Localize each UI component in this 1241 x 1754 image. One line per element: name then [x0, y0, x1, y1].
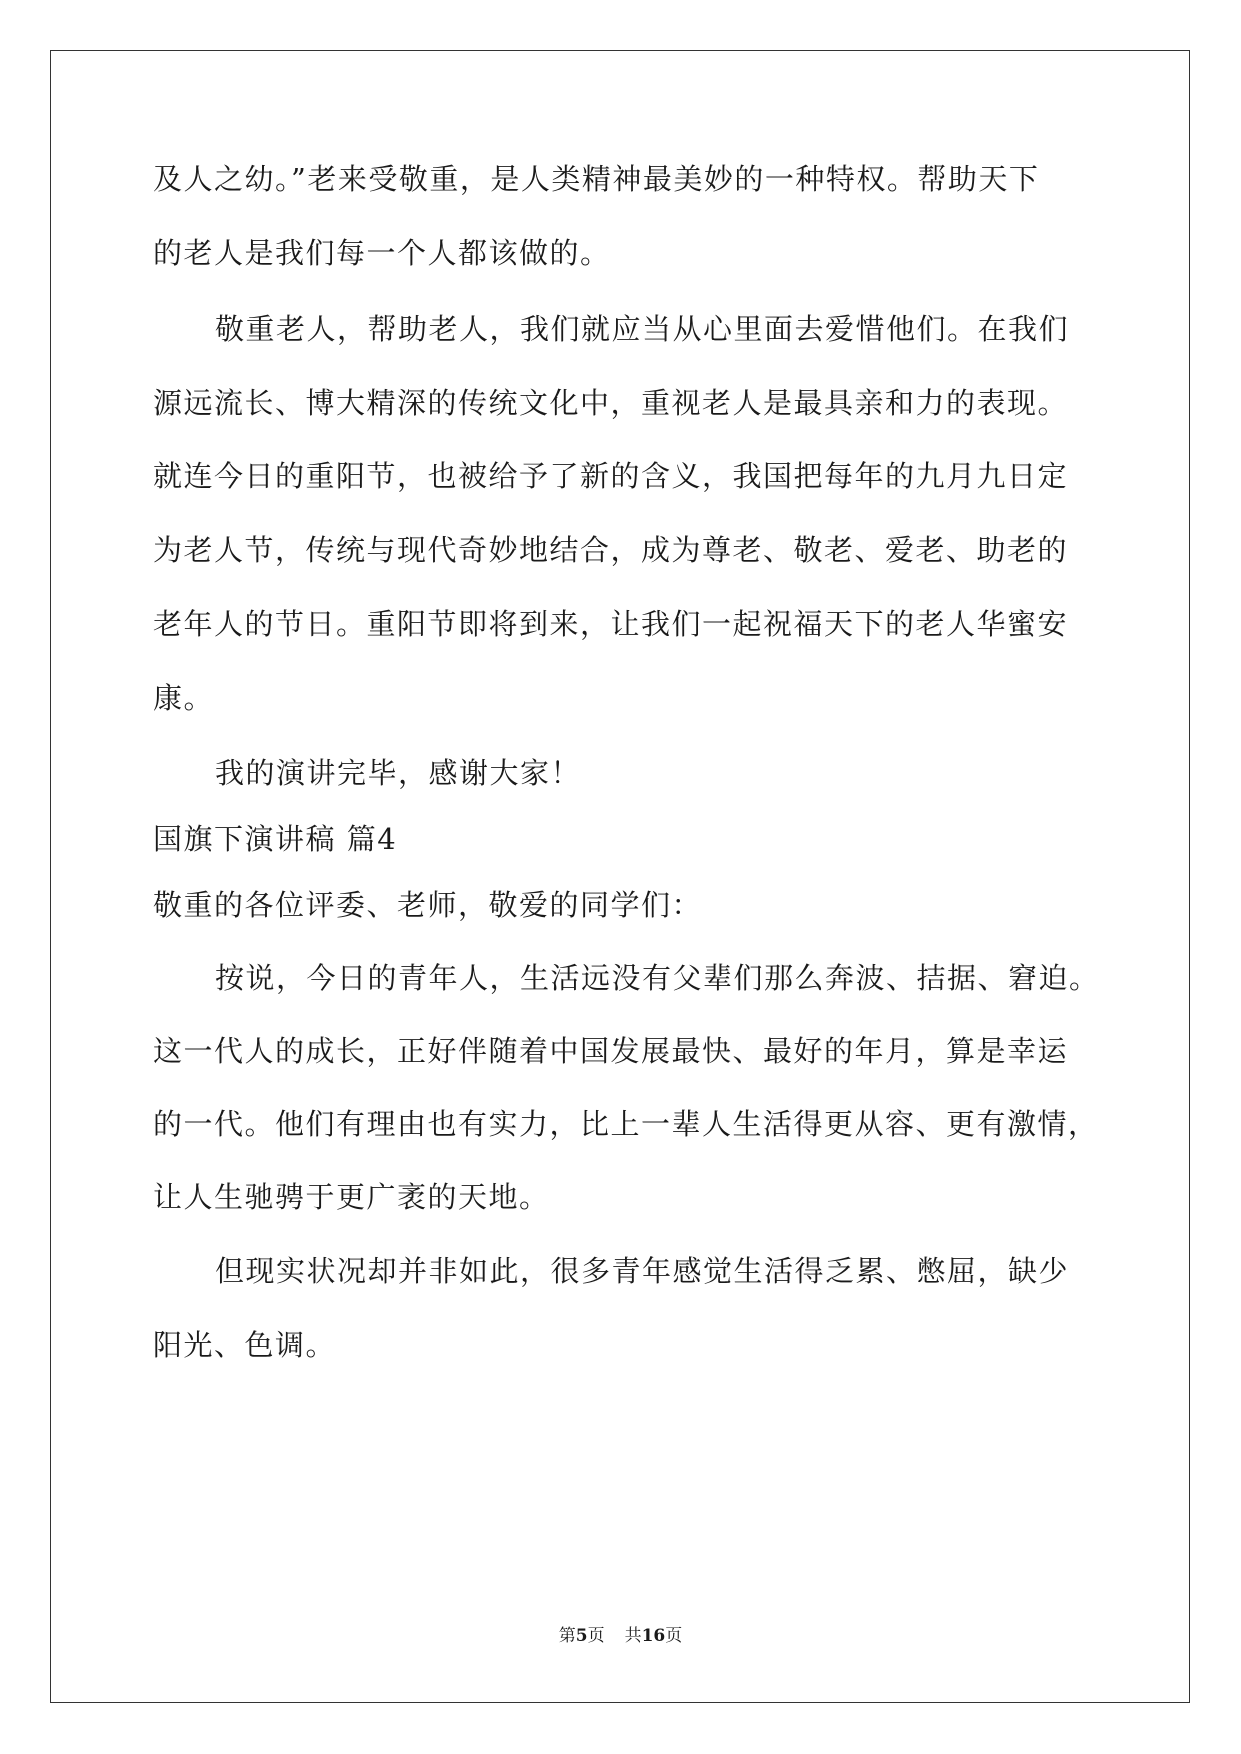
total-pages: 16 [641, 1626, 666, 1646]
paragraph-line: 源远流长、博大精深的传统文化中，重视老人是最具亲和力的表现。 [153, 386, 1069, 420]
page-number: 5 [575, 1626, 588, 1646]
section-heading: 国旗下演讲稿 篇4 [153, 822, 398, 856]
paragraph-line: 康。 [153, 681, 215, 715]
paragraph-line: 阳光、色调。 [153, 1328, 337, 1362]
paragraph-line: 按说，今日的青年人，生活远没有父辈们那么奔波、拮据、窘迫。 [215, 961, 1100, 995]
salutation-line: 敬重的各位评委、老师，敬爱的同学们： [153, 888, 703, 922]
paragraph-line: 就连今日的重阳节，也被给予了新的含义，我国把每年的九月九日定 [153, 459, 1069, 493]
paragraph-line: 的一代。他们有理由也有实力，比上一辈人生活得更从容、更有激情， [153, 1107, 1099, 1141]
page-unit: 页 [587, 1626, 605, 1646]
paragraph-line: 让人生驰骋于更广袤的天地。 [153, 1180, 550, 1214]
paragraph-line: 为老人节，传统与现代奇妙地结合，成为尊老、敬老、爱老、助老的 [153, 533, 1069, 567]
paragraph-line: 这一代人的成长，正好伴随着中国发展最快、最好的年月，算是幸运 [153, 1034, 1069, 1068]
paragraph-line: 但现实状况却并非如此，很多青年感觉生活得乏累、憋屈，缺少 [215, 1254, 1070, 1288]
paragraph-line: 的老人是我们每一个人都该做的。 [153, 236, 611, 270]
page-prefix: 第 [558, 1626, 576, 1646]
page-footer [0, 1625, 1241, 1647]
paragraph-line: 我的演讲完毕，感谢大家！ [215, 756, 582, 790]
paragraph-line: 敬重老人，帮助老人，我们就应当从心里面去爱惜他们。在我们 [215, 312, 1070, 346]
page-border [50, 50, 1190, 1703]
total-unit: 页 [665, 1626, 683, 1646]
total-prefix: 共 [624, 1626, 642, 1646]
paragraph-line: 老年人的节日。重阳节即将到来，让我们一起祝福天下的老人华蜜安 [153, 607, 1069, 641]
paragraph-line: 及人之幼。”老来受敬重，是人类精神最美妙的一种特权。帮助天下 [153, 162, 1040, 196]
